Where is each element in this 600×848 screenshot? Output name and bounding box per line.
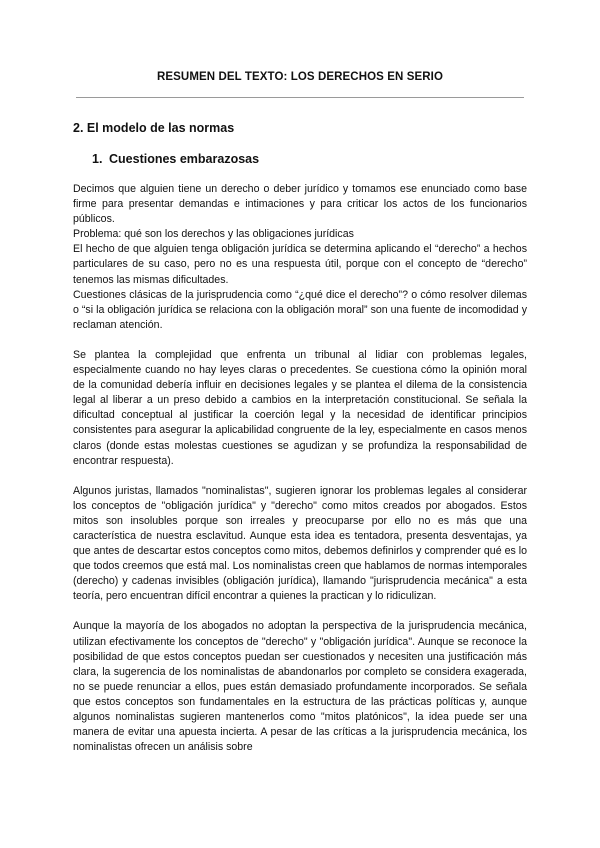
- paragraph: Algunos juristas, llamados "nominalistas", sugieren ignorar los problemas legales al considerar los conceptos de "obligación jurídica" y "derecho" como mitos creados por abogados. Estos mitos son insolubles porque son irreales y preocuparse por ello no es más que una característica de nuestra esclavitud. Aunque esta idea es tentadora, presenta desventajas, ya que antes de descartar estos conceptos como mitos, debemos definirlos y comprender qué es lo que todos creemos que está mal. Los nominalistas creen que hablamos de normas intemporales (derecho) y cadenas invisibles (obligación jurídica), llamando "jurisprudencia mecánica" a esta teoría, pero encuentran difícil encontrar a quienes la practican y lo ridiculizan.: [73, 484, 528, 603]
- paragraph: Se plantea la complejidad que enfrenta un tribunal al lidiar con problemas legales, especialmente cuando no hay leyes claras o precedentes. Se cuestiona cómo la opinión moral de la comunidad debería influir en decisiones legales y se plantea el dilema de la consistencia legal al liberar a un preso debido a cambios en la interpretación constitucional. Se señala la dificultad conceptual al justificar la coerción legal y la necesidad de identificar principios consistentes para asegurar la aplicabilidad congruente de la ley, especialmente en casos menos claros (donde estas molestas cuestiones se agudizan y se profundiza la responsabilidad de encontrar respuesta).: [73, 348, 527, 467]
- subsection-heading-text: Cuestiones embarazosas: [109, 152, 260, 166]
- subsection-number: 1.: [92, 152, 103, 166]
- paragraph: Cuestiones clásicas de la jurisprudencia como “¿qué dice el derecho”? o cómo resolver dilemas o “si la obligación jurídica se relaciona con la obligación moral” son una fuente de incomodidad y reclaman atención.: [73, 288, 527, 331]
- subsection-heading: [92, 152, 259, 166]
- paragraph: El hecho de que alguien tenga obligación jurídica se determina aplicando el “derecho” a hechos particulares de su caso, pero no es una respuesta útil, porque con el concepto de “derecho” tenemos las mismas dificultades.: [73, 243, 527, 286]
- section-heading: 2. El modelo de las normas: [73, 121, 235, 135]
- paragraph: Decimos que alguien tiene un derecho o deber jurídico y tomamos ese enunciado como base firme para presentar demandas e intimaciones y para criticar los actos de los funcionarios públicos.: [73, 183, 527, 226]
- paragraph: Aunque la mayoría de los abogados no adoptan la perspectiva de la jurisprudencia mecánica, utilizan efectivamente los conceptos de "derecho" y "obligación jurídica". Aunque se reconoce la posibilidad de que estos conceptos puedan ser cuestionados y necesiten una justificación más clara, la sugerencia de los nominalistas de abandonarlos por completo se considera exagerada, no se puede renunciar a ellos, pues están demasiado profundamente incorporados. Se señala que estos conceptos son fundamentales en la estructura de las prácticas políticas y, aunque algunos nominalistas sugieren mantenerlos como "mitos platónicos", la idea puede ser una manera de evitar una apuesta incierta. A pesar de las críticas a la jurisprudencia mecánica, los nominalistas ofrecen un análisis sobre: [73, 620, 527, 754]
- document-body: [73, 182, 527, 755]
- paragraph: Problema: qué son los derechos y las obligaciones jurídicas: [73, 228, 354, 241]
- title-divider: [76, 97, 524, 98]
- document-title: RESUMEN DEL TEXTO: LOS DERECHOS EN SERIO: [156, 71, 443, 83]
